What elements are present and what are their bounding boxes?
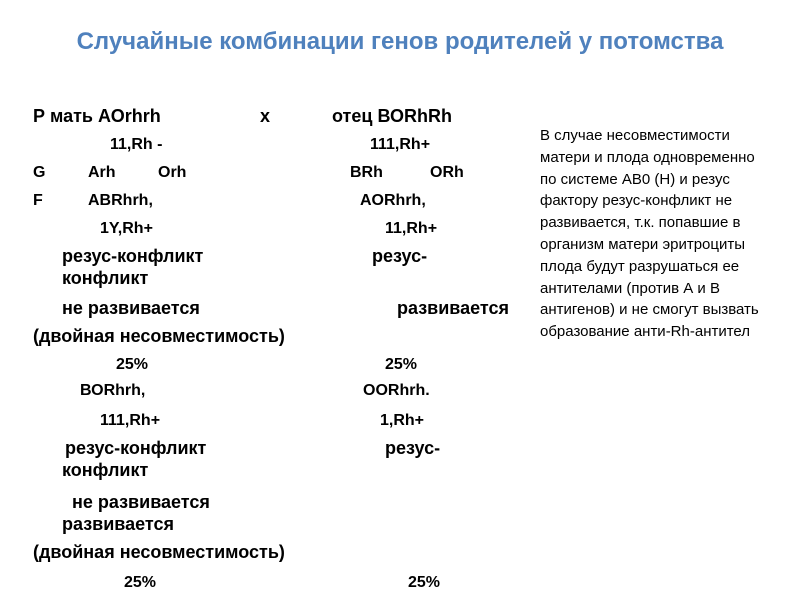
outcome-1-text: резус-конфликт	[62, 246, 204, 266]
outcome-2-text: резус-	[372, 246, 428, 266]
double-incompatibility-note-2: (двойная несовместимость)	[33, 542, 285, 562]
offspring-genotype-1: ABRhrh,	[88, 192, 153, 209]
gametes-label: G	[33, 164, 46, 181]
outcome-2-text-cont: конфликт	[62, 268, 149, 288]
slide-title: Случайные комбинации генов родителей у потомства	[76, 28, 724, 55]
offspring-genotype-3: ВОRhrh,	[80, 382, 146, 399]
offspring-genotype-4: ООRhrh.	[363, 382, 430, 399]
offspring-phenotype-2: 11,Rh+	[385, 220, 438, 237]
cross-symbol: х	[260, 106, 271, 126]
father-blood-group: 111,Rh+	[370, 136, 431, 153]
outcome-4-text-cont: конфликт	[62, 460, 149, 480]
gamete-father-1: BRh	[350, 164, 383, 181]
outcome-1-status: не развивается	[62, 298, 200, 318]
mother-blood-group: 11,Rh -	[110, 136, 163, 153]
gamete-father-2: ORh	[430, 164, 464, 181]
outcome-3-status: не развивается	[72, 492, 210, 512]
parents-mother: Р мать АОrhrh	[33, 106, 161, 126]
probability-1: 25%	[116, 356, 149, 373]
offspring-phenotype-3: 111,Rh+	[100, 412, 161, 429]
offspring-label: F	[33, 192, 43, 209]
outcome-2-status: развивается	[397, 298, 510, 318]
outcome-4-text: резус-	[385, 438, 441, 458]
parents-father: отец ВОRhRh	[332, 106, 452, 126]
probability-2: 25%	[385, 356, 418, 373]
probability-4: 25%	[408, 574, 441, 591]
offspring-phenotype-4: 1,Rh+	[380, 412, 425, 429]
probability-3: 25%	[124, 574, 157, 591]
outcome-4-status: развивается	[62, 514, 175, 534]
gamete-mother-2: Orh	[158, 164, 187, 181]
gamete-mother-1: Arh	[88, 164, 116, 181]
explanation-note: В случае несовместимости матери и плода одновременно по системе АВ0 (Н) и резус фактору резус-конфликт не развивается, т.к. попавшие в организм матери эритроциты плода будут разрушаться ее антителами (против А и В антигенов) и не смогут вызвать образование анти-Rh-антител	[540, 127, 759, 341]
double-incompatibility-note: (двойная несовместимость)	[33, 326, 285, 346]
outcome-3-text: резус-конфликт	[65, 438, 207, 458]
offspring-genotype-2: AORhrh,	[360, 192, 426, 209]
offspring-phenotype-1: 1Y,Rh+	[100, 220, 153, 237]
